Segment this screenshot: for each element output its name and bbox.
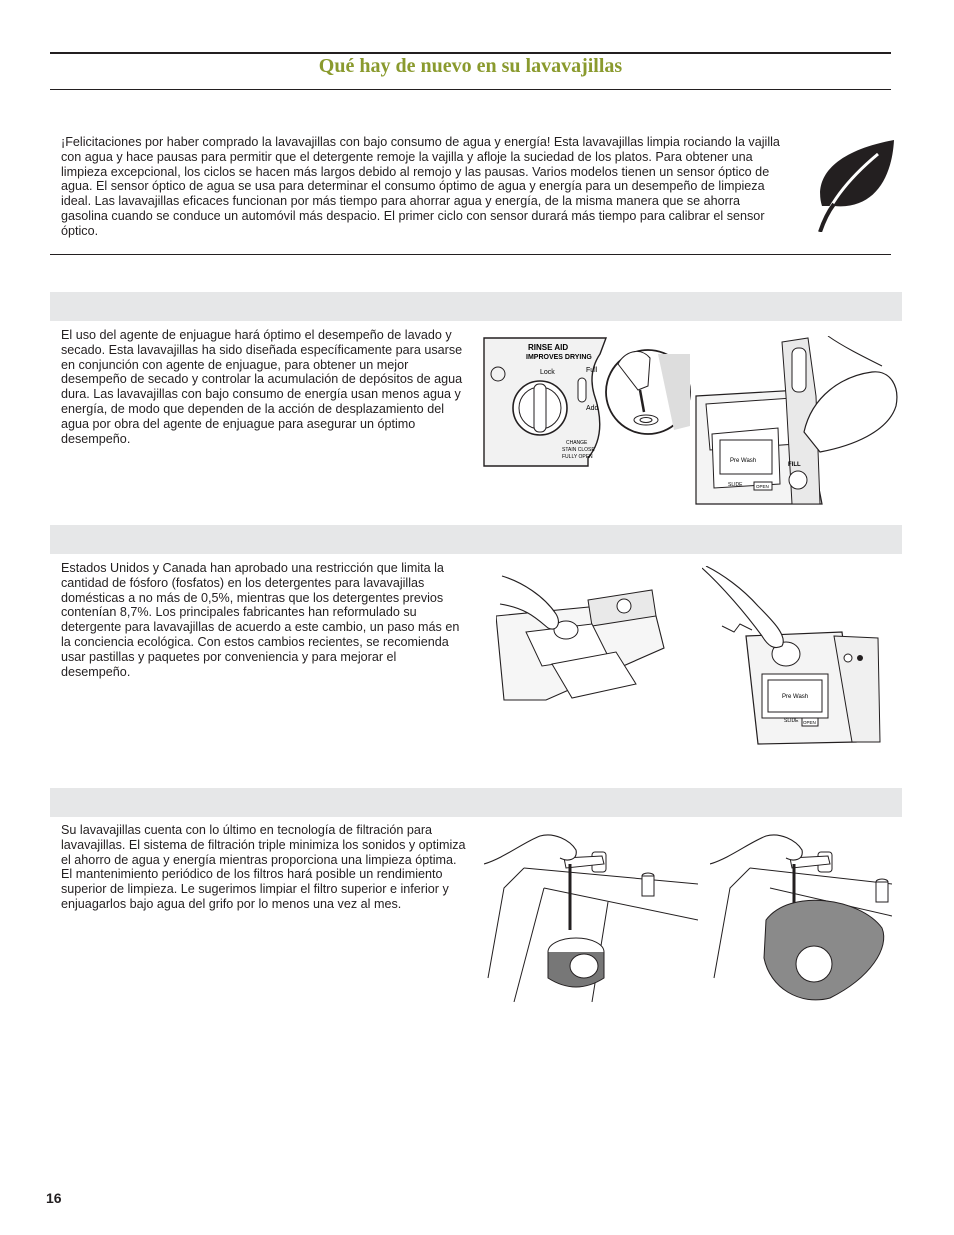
page-title: Qué hay de nuevo en su lavavajillas	[318, 55, 623, 77]
title-underline	[50, 89, 891, 90]
add-label: Add	[586, 405, 599, 412]
detergent-dispenser-figure	[702, 566, 886, 746]
rinse-aid-paragraph: El uso del agente de enjuague hará óptimo el desempeño de lavado y secado. Esta lavavajillas ha sido diseñada específicamente para usarse en conjunción con agente de enjuague, para obtener un mejor desempeño de secado y controlar la acumulación de depósitos de agua dura. Las lavavajillas con bajo consumo de energía usan menos agua y energía, de modo que dependen de la acción de desplazamiento del agua por obra del agente de enjuague para asegurar un óptimo desempeño.	[61, 328, 463, 446]
section-band-detergent	[50, 525, 902, 554]
panel-bottom-text-1: CHANGE	[566, 440, 588, 446]
intro-bottom-rule	[50, 254, 891, 255]
slide-label: SLIDE	[728, 482, 743, 488]
rinse-aid-panel-figure	[478, 334, 694, 474]
pre-wash-label: Pre Wash	[730, 458, 757, 464]
lock-label: Lock	[540, 369, 555, 376]
section-band-filtration	[50, 788, 902, 817]
detergent-tablet-figure	[496, 568, 676, 702]
full-label: Full	[586, 367, 598, 374]
top-rule	[50, 52, 891, 54]
section-band-rinse-aid	[50, 292, 902, 321]
rinse-panel-title: RINSE AID	[528, 343, 569, 352]
dispenser-fill-figure	[692, 336, 902, 508]
slide-label-2: SLIDE	[784, 718, 799, 724]
panel-bottom-text-3: FULLY OPEN	[562, 454, 593, 460]
open-label: OPEN	[756, 484, 769, 489]
page-number: 16	[46, 1190, 62, 1206]
intro-paragraph: ¡Felicitaciones por haber comprado la lavavajillas con bajo consumo de agua y energía! Esta lavavajillas limpia rociando la vajilla con agua y hace pausas para permitir que el detergente remoje la vajilla y afloje la suciedad de los platos. Para obtener una limpieza excepcional, los ciclos se hacen más largos debido al remojo y las pausas. Varios modelos tienen un sensor óptico de agua. El sensor óptico de agua se usa para determinar el consumo óptimo de agua y energía para un desempeño de limpieza ideal. Las lavavajillas eficaces funcionan por más tiempo para ahorrar agua y energía, de la misma manera que se ahorra gasolina cuando se conduce un automóvil más despacio. El primer ciclo con sensor durará más tiempo para calibrar el sensor óptico.	[61, 135, 780, 238]
detergent-paragraph: Estados Unidos y Canada han aprobado una restricción que limita la cantidad de fósforo (fosfatos) en los detergentes para lavavajillas domésticas a no más de 0,5%, mientras que los detergentes previos contenían 8,7%. Los principales fabricantes han reformulado su detergente para lavavajillas de acuerdo a este cambio, un paso más en la conciencia ecológica. Con estos cambios recientes, se recomienda usar pastillas y paquetes por conveniencia y para mejorar el desempeño.	[61, 561, 460, 679]
leaf-icon	[812, 140, 897, 232]
open-label-2: OPEN	[803, 720, 816, 725]
fill-label: FILL	[788, 462, 801, 468]
pre-wash-label-2: Pre Wash	[782, 694, 809, 700]
filtration-paragraph: Su lavavajillas cuenta con lo último en tecnología de filtración para lavavajillas. El sistema de filtración triple minimiza los sonidos y optimiza el ahorro de agua y energía mientras proporciona una limpieza óptima. El mantenimiento periódico de los filtros hará posible un rendimiento superior de limpieza. Le sugerimos limpiar el filtro superior e inferior y enjuagarlos bajo agua del grifo por lo menos una vez al mes.	[61, 823, 466, 911]
filter-lower-figure	[710, 828, 892, 1006]
rinse-panel-subtitle: IMPROVES DRYING	[526, 354, 592, 361]
filter-upper-figure	[484, 828, 698, 1002]
panel-bottom-text-2: STAIN CLOSE	[562, 447, 595, 453]
